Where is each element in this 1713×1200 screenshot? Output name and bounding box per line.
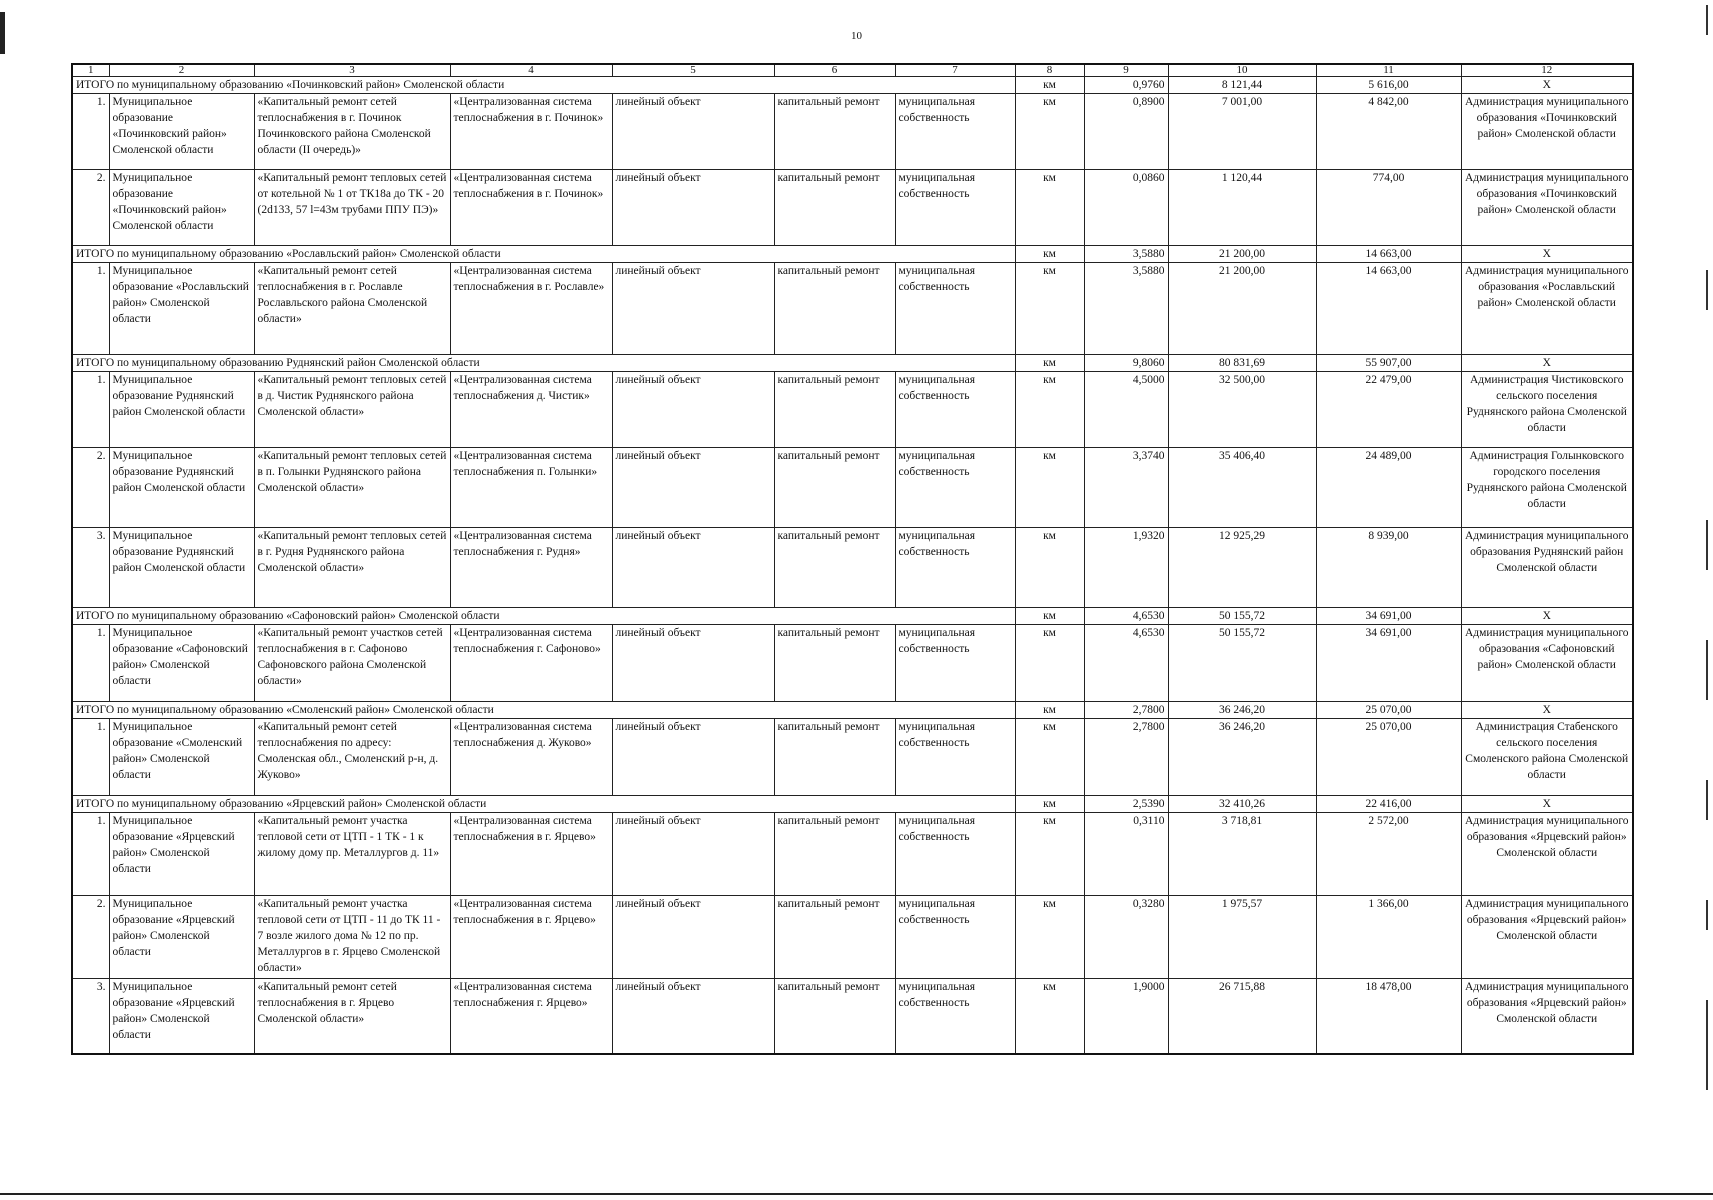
cost-cell: 50 155,72 [1168, 625, 1316, 702]
row-number: 2. [72, 170, 109, 246]
object-type-cell: линейный объект [612, 448, 774, 528]
heat-system-cell: «Централизованная система теплоснабжения п. Голынки» [450, 448, 612, 528]
ownership-cell: муниципальная собственность [895, 719, 1015, 796]
heat-system-cell: «Централизованная система теплоснабжения в г. Ярцево» [450, 896, 612, 979]
ownership-cell: муниципальная собственность [895, 625, 1015, 702]
administration-cell: Администрация муниципального образования «Починковский район» Смоленской области [1461, 94, 1633, 170]
project-name-cell: «Капитальный ремонт сетей теплоснабжения в г. Починок Починковского района Смоленской области (II очередь)» [254, 94, 450, 170]
administration-cell: Администрация муниципального образования «Ярцевский район» Смоленской области [1461, 979, 1633, 1054]
cost-2-cell: 25 070,00 [1316, 719, 1461, 796]
subtotal-cost-2: 34 691,00 [1316, 608, 1461, 625]
subtotal-admin: Х [1461, 608, 1633, 625]
cost-cell: 7 001,00 [1168, 94, 1316, 170]
col-number: 10 [1168, 64, 1316, 77]
length-cell: 3,5880 [1084, 263, 1168, 355]
unit-cell: км [1015, 528, 1084, 608]
object-type-cell: линейный объект [612, 372, 774, 448]
length-cell: 4,5000 [1084, 372, 1168, 448]
subtotal-cost: 8 121,44 [1168, 77, 1316, 94]
unit-cell: км [1015, 170, 1084, 246]
cost-cell: 21 200,00 [1168, 263, 1316, 355]
administration-cell: Администрация муниципального образования «Рославльский район» Смоленской области [1461, 263, 1633, 355]
subtotal-cost: 80 831,69 [1168, 355, 1316, 372]
project-name-cell: «Капитальный ремонт участка тепловой сети от ЦТП - 11 до ТК 11 - 7 возле жилого дома № 12 по пр. Металлургов в г. Ярцево Смоленской области» [254, 896, 450, 979]
cost-2-cell: 14 663,00 [1316, 263, 1461, 355]
heat-system-cell: «Централизованная система теплоснабжения г. Рудня» [450, 528, 612, 608]
subtotal-row [72, 608, 1633, 625]
municipality-cell: Муниципальное образование «Починковский район» Смоленской области [109, 170, 254, 246]
heat-system-cell: «Централизованная система теплоснабжения д. Жуково» [450, 719, 612, 796]
object-type-cell: линейный объект [612, 719, 774, 796]
scan-edge-marks [1701, 0, 1711, 1200]
col-number: 3 [254, 64, 450, 77]
subtotal-admin: Х [1461, 702, 1633, 719]
table-row [72, 813, 1633, 896]
cost-cell: 1 975,57 [1168, 896, 1316, 979]
subtotal-cost: 50 155,72 [1168, 608, 1316, 625]
cost-cell: 36 246,20 [1168, 719, 1316, 796]
subtotal-cost-2: 14 663,00 [1316, 246, 1461, 263]
municipality-cell: Муниципальное образование «Смоленский район» Смоленской области [109, 719, 254, 796]
heat-system-cell: «Централизованная система теплоснабжения г. Ярцево» [450, 979, 612, 1054]
cost-2-cell: 774,00 [1316, 170, 1461, 246]
project-name-cell: «Капитальный ремонт тепловых сетей в д. Чистик Руднянского района Смоленской области» [254, 372, 450, 448]
object-type-cell: линейный объект [612, 94, 774, 170]
unit-cell: км [1015, 813, 1084, 896]
unit-cell: км [1015, 719, 1084, 796]
subtotal-admin: Х [1461, 355, 1633, 372]
col-number: 12 [1461, 64, 1633, 77]
page-bottom-rule [0, 1193, 1713, 1195]
col-number: 11 [1316, 64, 1461, 77]
work-type-cell: капитальный ремонт [774, 263, 895, 355]
row-number: 1. [72, 372, 109, 448]
object-type-cell: линейный объект [612, 813, 774, 896]
municipality-cell: Муниципальное образование «Рославльский район» Смоленской области [109, 263, 254, 355]
row-number: 1. [72, 813, 109, 896]
subtotal-cost-2: 55 907,00 [1316, 355, 1461, 372]
administration-cell: Администрация муниципального образования «Сафоновский район» Смоленской области [1461, 625, 1633, 702]
subtotal-length: 2,7800 [1084, 702, 1168, 719]
administration-cell: Администрация муниципального образования «Починковский район» Смоленской области [1461, 170, 1633, 246]
administration-cell: Администрация Стабенского сельского поселения Смоленского района Смоленской области [1461, 719, 1633, 796]
table-row [72, 896, 1633, 979]
project-name-cell: «Капитальный ремонт сетей теплоснабжения в г. Ярцево Смоленской области» [254, 979, 450, 1054]
subtotal-row [72, 355, 1633, 372]
subtotal-unit: км [1015, 355, 1084, 372]
object-type-cell: линейный объект [612, 170, 774, 246]
ownership-cell: муниципальная собственность [895, 170, 1015, 246]
heat-system-cell: «Централизованная система теплоснабжения г. Сафоново» [450, 625, 612, 702]
subtotal-row [72, 246, 1633, 263]
ownership-cell: муниципальная собственность [895, 813, 1015, 896]
row-number: 2. [72, 896, 109, 979]
col-number: 8 [1015, 64, 1084, 77]
work-type-cell: капитальный ремонт [774, 813, 895, 896]
subtotal-unit: км [1015, 77, 1084, 94]
municipality-cell: Муниципальное образование «Ярцевский район» Смоленской области [109, 896, 254, 979]
municipality-cell: Муниципальное образование «Ярцевский район» Смоленской области [109, 813, 254, 896]
subtotal-unit: км [1015, 246, 1084, 263]
object-type-cell: линейный объект [612, 896, 774, 979]
subtotal-label: ИТОГО по муниципальному образованию Руднянский район Смоленской области [72, 355, 1015, 372]
table-row [72, 528, 1633, 608]
project-name-cell: «Капитальный ремонт тепловых сетей в п. Голынки Руднянского района Смоленской области» [254, 448, 450, 528]
row-number: 1. [72, 94, 109, 170]
administration-cell: Администрация муниципального образования Руднянский район Смоленской области [1461, 528, 1633, 608]
ownership-cell: муниципальная собственность [895, 448, 1015, 528]
heat-system-cell: «Централизованная система теплоснабжения в г. Рославле» [450, 263, 612, 355]
subtotal-admin: Х [1461, 246, 1633, 263]
subtotal-label: ИТОГО по муниципальному образованию «Ярцевский район» Смоленской области [72, 796, 1015, 813]
cost-cell: 35 406,40 [1168, 448, 1316, 528]
subtotal-cost-2: 22 416,00 [1316, 796, 1461, 813]
table-row [72, 448, 1633, 528]
subtotal-length: 4,6530 [1084, 608, 1168, 625]
row-number: 1. [72, 263, 109, 355]
subtotal-length: 2,5390 [1084, 796, 1168, 813]
table-row [72, 263, 1633, 355]
subtotal-label: ИТОГО по муниципальному образованию «Сафоновский район» Смоленской области [72, 608, 1015, 625]
row-number: 3. [72, 979, 109, 1054]
subtotal-cost: 21 200,00 [1168, 246, 1316, 263]
municipality-cell: Муниципальное образование Руднянский район Смоленской области [109, 448, 254, 528]
municipality-cell: Муниципальное образование «Ярцевский район» Смоленской области [109, 979, 254, 1054]
work-type-cell: капитальный ремонт [774, 625, 895, 702]
col-number: 2 [109, 64, 254, 77]
subtotal-cost: 32 410,26 [1168, 796, 1316, 813]
unit-cell: км [1015, 372, 1084, 448]
subtotal-cost-2: 25 070,00 [1316, 702, 1461, 719]
project-name-cell: «Капитальный ремонт участка тепловой сети от ЦТП - 1 ТК - 1 к жилому дому пр. Металлургов д. 11» [254, 813, 450, 896]
subtotal-label: ИТОГО по муниципальному образованию «Смоленский район» Смоленской области [72, 702, 1015, 719]
col-number: 4 [450, 64, 612, 77]
heat-network-table [71, 63, 1634, 1055]
work-type-cell: капитальный ремонт [774, 896, 895, 979]
row-number: 2. [72, 448, 109, 528]
subtotal-length: 0,9760 [1084, 77, 1168, 94]
object-type-cell: линейный объект [612, 528, 774, 608]
unit-cell: км [1015, 896, 1084, 979]
work-type-cell: капитальный ремонт [774, 979, 895, 1054]
subtotal-unit: км [1015, 796, 1084, 813]
length-cell: 2,7800 [1084, 719, 1168, 796]
ownership-cell: муниципальная собственность [895, 528, 1015, 608]
column-number-row [72, 64, 1633, 77]
subtotal-row [72, 77, 1633, 94]
unit-cell: км [1015, 979, 1084, 1054]
heat-system-cell: «Централизованная система теплоснабжения в г. Починок» [450, 94, 612, 170]
cost-2-cell: 8 939,00 [1316, 528, 1461, 608]
subtotal-row [72, 702, 1633, 719]
municipality-cell: Муниципальное образование Руднянский район Смоленской области [109, 372, 254, 448]
length-cell: 0,3110 [1084, 813, 1168, 896]
municipality-cell: Муниципальное образование «Сафоновский район» Смоленской области [109, 625, 254, 702]
project-name-cell: «Капитальный ремонт сетей теплоснабжения по адресу: Смоленская обл., Смоленский р-н, д. Жуково» [254, 719, 450, 796]
object-type-cell: линейный объект [612, 625, 774, 702]
col-number: 5 [612, 64, 774, 77]
ownership-cell: муниципальная собственность [895, 263, 1015, 355]
length-cell: 0,0860 [1084, 170, 1168, 246]
table-row [72, 372, 1633, 448]
row-number: 1. [72, 719, 109, 796]
length-cell: 1,9000 [1084, 979, 1168, 1054]
administration-cell: Администрация Голынковского городского поселения Руднянского района Смоленской области [1461, 448, 1633, 528]
cost-cell: 32 500,00 [1168, 372, 1316, 448]
length-cell: 4,6530 [1084, 625, 1168, 702]
work-type-cell: капитальный ремонт [774, 448, 895, 528]
object-type-cell: линейный объект [612, 979, 774, 1054]
ownership-cell: муниципальная собственность [895, 94, 1015, 170]
table-row [72, 625, 1633, 702]
length-cell: 1,9320 [1084, 528, 1168, 608]
cost-cell: 3 718,81 [1168, 813, 1316, 896]
heat-system-cell: «Централизованная система теплоснабжения в г. Починок» [450, 170, 612, 246]
administration-cell: Администрация муниципального образования «Ярцевский район» Смоленской области [1461, 896, 1633, 979]
object-type-cell: линейный объект [612, 263, 774, 355]
work-type-cell: капитальный ремонт [774, 372, 895, 448]
ownership-cell: муниципальная собственность [895, 979, 1015, 1054]
cost-2-cell: 1 366,00 [1316, 896, 1461, 979]
municipality-cell: Муниципальное образование «Починковский район» Смоленской области [109, 94, 254, 170]
project-name-cell: «Капитальный ремонт тепловых сетей от котельной № 1 от ТК18а до ТК - 20 (2d133, 57 l=43м трубами ППУ ПЭ)» [254, 170, 450, 246]
administration-cell: Администрация муниципального образования «Ярцевский район» Смоленской области [1461, 813, 1633, 896]
subtotal-row [72, 796, 1633, 813]
unit-cell: км [1015, 448, 1084, 528]
unit-cell: км [1015, 94, 1084, 170]
subtotal-admin: Х [1461, 796, 1633, 813]
heat-system-cell: «Централизованная система теплоснабжения в г. Ярцево» [450, 813, 612, 896]
length-cell: 0,8900 [1084, 94, 1168, 170]
heat-system-cell: «Централизованная система теплоснабжения д. Чистик» [450, 372, 612, 448]
ownership-cell: муниципальная собственность [895, 372, 1015, 448]
work-type-cell: капитальный ремонт [774, 719, 895, 796]
work-type-cell: капитальный ремонт [774, 528, 895, 608]
table-body [72, 64, 1633, 1054]
cost-cell: 1 120,44 [1168, 170, 1316, 246]
cost-cell: 12 925,29 [1168, 528, 1316, 608]
unit-cell: км [1015, 625, 1084, 702]
subtotal-length: 9,8060 [1084, 355, 1168, 372]
subtotal-cost: 36 246,20 [1168, 702, 1316, 719]
administration-cell: Администрация Чистиковского сельского поселения Руднянского района Смоленской области [1461, 372, 1633, 448]
cost-2-cell: 4 842,00 [1316, 94, 1461, 170]
col-number: 7 [895, 64, 1015, 77]
subtotal-length: 3,5880 [1084, 246, 1168, 263]
row-number: 1. [72, 625, 109, 702]
subtotal-cost-2: 5 616,00 [1316, 77, 1461, 94]
table-row [72, 94, 1633, 170]
cost-2-cell: 24 489,00 [1316, 448, 1461, 528]
cost-2-cell: 18 478,00 [1316, 979, 1461, 1054]
subtotal-label: ИТОГО по муниципальному образованию «Рославльский район» Смоленской области [72, 246, 1015, 263]
length-cell: 3,3740 [1084, 448, 1168, 528]
col-number: 9 [1084, 64, 1168, 77]
unit-cell: км [1015, 263, 1084, 355]
work-type-cell: капитальный ремонт [774, 170, 895, 246]
subtotal-admin: Х [1461, 77, 1633, 94]
col-number: 6 [774, 64, 895, 77]
cost-2-cell: 22 479,00 [1316, 372, 1461, 448]
ownership-cell: муниципальная собственность [895, 896, 1015, 979]
work-type-cell: капитальный ремонт [774, 94, 895, 170]
table-row [72, 979, 1633, 1054]
table-row [72, 719, 1633, 796]
page-number: 10 [851, 30, 862, 42]
municipality-cell: Муниципальное образование Руднянский район Смоленской области [109, 528, 254, 608]
col-number: 1 [72, 64, 109, 77]
table-row [72, 170, 1633, 246]
length-cell: 0,3280 [1084, 896, 1168, 979]
subtotal-label: ИТОГО по муниципальному образованию «Починковский район» Смоленской области [72, 77, 1015, 94]
subtotal-unit: км [1015, 702, 1084, 719]
row-number: 3. [72, 528, 109, 608]
project-name-cell: «Капитальный ремонт сетей теплоснабжения в г. Рославле Рославльского района Смоленской области» [254, 263, 450, 355]
cost-cell: 26 715,88 [1168, 979, 1316, 1054]
project-name-cell: «Капитальный ремонт участков сетей теплоснабжения в г. Сафоново Сафоновского района Смоленской области» [254, 625, 450, 702]
subtotal-unit: км [1015, 608, 1084, 625]
project-name-cell: «Капитальный ремонт тепловых сетей в г. Рудня Руднянского района Смоленской области» [254, 528, 450, 608]
cost-2-cell: 34 691,00 [1316, 625, 1461, 702]
cost-2-cell: 2 572,00 [1316, 813, 1461, 896]
